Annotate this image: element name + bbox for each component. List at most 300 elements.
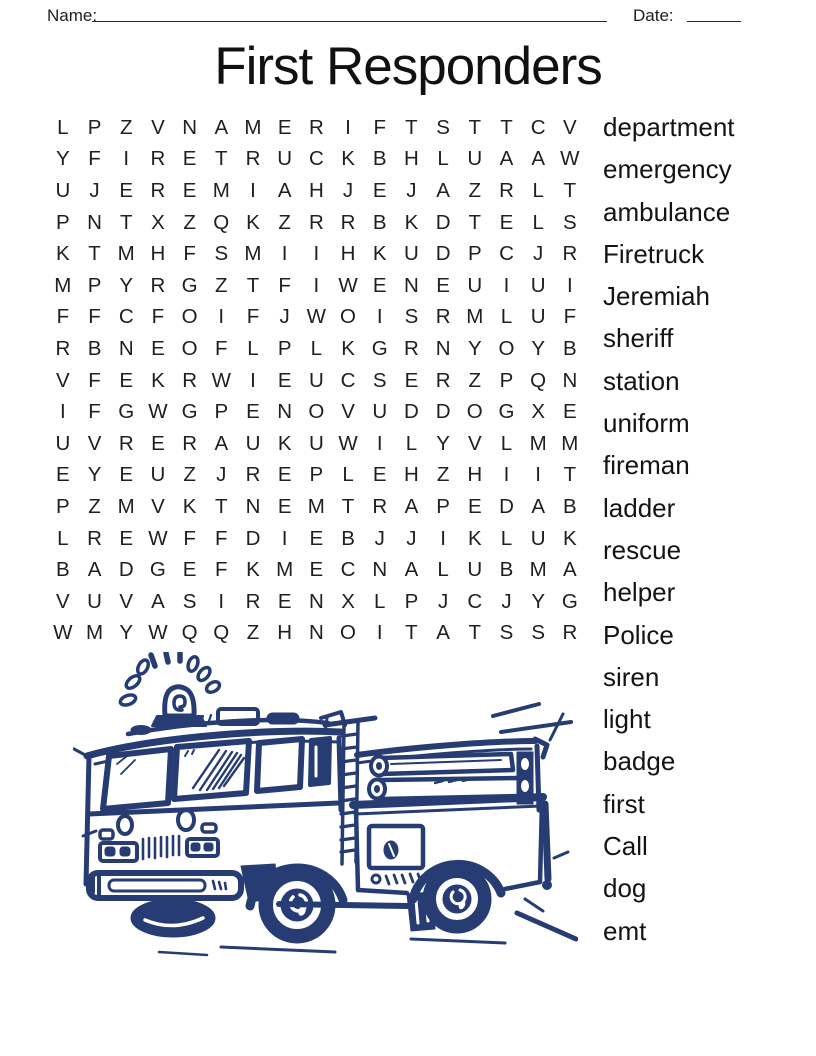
grid-letter-r13c13: P <box>436 494 450 518</box>
grid-letter-r3c2: J <box>89 178 100 202</box>
grid-letter-r5c10: H <box>340 242 356 266</box>
grid-letter-r2c5: E <box>182 147 197 171</box>
grid-letter-r3c9: H <box>308 178 324 202</box>
grid-letter-r17c13: A <box>436 621 450 645</box>
grid-letter-r3c1: U <box>55 178 71 202</box>
grid-letter-r5c15: C <box>499 242 514 266</box>
grid-letter-r9c13: R <box>435 368 451 392</box>
grid-letter-r13c8: E <box>277 494 292 518</box>
grid-letter-r15c2: A <box>87 558 102 582</box>
ground-strokes <box>159 899 576 955</box>
word-list-item: Police <box>603 619 674 650</box>
grid-letter-r11c8: K <box>277 431 292 455</box>
grid-letter-r2c11: B <box>372 147 387 171</box>
grid-letter-r17c16: S <box>531 621 545 645</box>
grid-letter-r12c13: Z <box>436 463 450 487</box>
grid-letter-r7c7: F <box>246 305 260 329</box>
grid-letter-r4c15: E <box>499 210 514 234</box>
word-list-item: ladder <box>603 492 676 523</box>
grid-letter-r8c15: O <box>498 336 515 360</box>
grid-letter-r11c2: V <box>87 431 102 455</box>
grid-letter-r5c4: H <box>150 242 166 266</box>
grid-letter-r8c4: E <box>151 336 165 360</box>
grid-letter-r5c17: R <box>562 242 578 266</box>
grid-letter-r8c1: R <box>55 336 71 360</box>
grid-letter-r2c4: R <box>150 147 166 171</box>
grid-letter-r14c17: K <box>563 526 577 550</box>
grid-letter-r2c9: C <box>308 147 324 171</box>
word-list-item: dog <box>603 873 647 904</box>
grid-letter-r14c15: L <box>500 526 513 550</box>
grid-letter-r12c1: E <box>56 463 70 487</box>
word-list-item: station <box>603 365 680 396</box>
grid-letter-r12c10: L <box>342 463 354 487</box>
grid-letter-r10c8: N <box>277 400 293 424</box>
grid-letter-r15c15: B <box>499 558 514 582</box>
word-list-item: helper <box>603 577 676 608</box>
grid-letter-r12c16: I <box>535 463 541 487</box>
grid-letter-r15c3: D <box>118 558 134 582</box>
date-write-line[interactable] <box>687 21 741 22</box>
grid-letter-r17c5: Q <box>181 621 198 645</box>
grid-letter-r17c15: S <box>499 621 514 645</box>
grid-letter-r17c3: Y <box>119 621 134 645</box>
grid-letter-r5c9: I <box>313 242 320 266</box>
grid-letter-r5c13: D <box>435 242 451 266</box>
grid-letter-r8c12: R <box>404 336 419 360</box>
word-list-item: fireman <box>603 450 690 481</box>
grid-letter-r1c13: S <box>436 115 450 139</box>
grid-letter-r5c3: M <box>117 242 135 266</box>
grid-letter-r6c16: U <box>530 273 546 297</box>
grid-letter-r16c4: A <box>151 589 165 613</box>
grid-letter-r8c5: O <box>181 336 198 360</box>
grid-letter-r1c7: M <box>244 115 262 139</box>
grid-letter-r12c2: Y <box>87 463 102 487</box>
grid-letter-r13c6: T <box>215 494 228 518</box>
grid-letter-r6c17: I <box>566 273 573 297</box>
grid-letter-r6c5: G <box>181 273 198 297</box>
grid-letter-r9c17: N <box>562 368 578 392</box>
grid-letter-r16c6: I <box>218 589 225 613</box>
grid-letter-r5c14: P <box>467 242 482 266</box>
grid-letter-r12c17: T <box>563 463 577 487</box>
grid-letter-r2c15: A <box>499 147 514 171</box>
grid-letter-r12c14: H <box>467 463 483 487</box>
grid-letter-r12c7: R <box>245 463 261 487</box>
grid-letter-r9c4: K <box>151 368 165 392</box>
grid-letter-r17c7: Z <box>246 621 260 645</box>
grid-letter-r7c15: L <box>500 305 513 329</box>
grid-letter-r6c4: R <box>150 273 166 297</box>
grid-letter-r7c16: U <box>530 305 546 329</box>
grid-letter-r13c14: E <box>467 494 482 518</box>
grid-letter-r10c3: G <box>118 400 135 424</box>
grid-letter-r11c1: U <box>55 431 71 455</box>
grid-letter-r1c5: N <box>182 115 197 139</box>
grid-letter-r11c12: L <box>405 431 418 455</box>
grid-letter-r5c11: K <box>372 242 387 266</box>
grid-letter-r14c6: F <box>215 526 228 550</box>
grid-letter-r14c10: B <box>341 526 355 550</box>
grid-letter-r5c16: J <box>533 242 544 266</box>
grid-letter-r4c11: B <box>372 210 387 234</box>
grid-letter-r17c14: T <box>468 621 482 645</box>
grid-letter-r1c15: T <box>500 115 513 139</box>
grid-letter-r13c15: D <box>499 494 514 518</box>
grid-letter-r10c9: O <box>308 400 325 424</box>
grid-letter-r7c10: O <box>340 305 356 329</box>
grid-letter-r11c4: E <box>151 431 165 455</box>
grid-letter-r10c2: F <box>88 400 101 424</box>
grid-letter-r12c3: E <box>119 463 134 487</box>
grid-letter-r3c8: A <box>277 178 292 202</box>
grid-letter-r12c6: J <box>216 463 227 487</box>
grid-letter-r2c2: F <box>88 147 101 171</box>
grid-letter-r4c8: Z <box>278 210 291 234</box>
grid-letter-r3c7: I <box>250 178 256 202</box>
grid-letter-r9c7: I <box>250 368 256 392</box>
grid-letter-r4c3: T <box>119 210 133 234</box>
grid-letter-r2c7: R <box>245 147 261 171</box>
grid-letter-r9c11: S <box>372 368 387 392</box>
grid-letter-r14c12: J <box>406 526 417 550</box>
grid-letter-r11c11: I <box>376 431 383 455</box>
grid-letter-r14c5: F <box>183 526 196 550</box>
grid-letter-r4c9: R <box>308 210 324 234</box>
grid-letter-r6c11: E <box>372 273 387 297</box>
grid-letter-r16c7: R <box>245 589 261 613</box>
grid-letter-r3c16: L <box>532 178 544 202</box>
grid-letter-r15c8: M <box>276 558 294 582</box>
grid-letter-r7c6: I <box>218 305 225 329</box>
grid-letter-r5c2: T <box>88 242 101 266</box>
grid-letter-r12c11: E <box>372 463 387 487</box>
grid-letter-r17c17: R <box>562 621 578 645</box>
grid-letter-r11c6: A <box>214 431 229 455</box>
grid-letter-r16c12: P <box>404 589 419 613</box>
grid-letter-r13c9: M <box>307 494 325 518</box>
grid-letter-r1c10: I <box>345 115 351 139</box>
grid-letter-r7c4: F <box>151 305 165 329</box>
grid-letter-r15c7: K <box>246 558 260 582</box>
grid-letter-r9c5: R <box>182 368 197 392</box>
grid-letter-r15c17: A <box>563 558 577 582</box>
grid-letter-r5c5: F <box>183 242 196 266</box>
grid-letter-r6c13: E <box>436 273 450 297</box>
grid-letter-r6c2: P <box>87 273 102 297</box>
grid-letter-r4c4: X <box>151 210 165 234</box>
grid-letter-r2c16: A <box>531 147 545 171</box>
date-label: Date: <box>633 6 674 25</box>
grid-letter-r8c3: N <box>118 336 134 360</box>
grid-letter-r5c7: M <box>244 242 262 266</box>
grid-letter-r6c12: N <box>404 273 419 297</box>
grid-letter-r8c2: B <box>87 336 102 360</box>
grid-letter-r15c13: L <box>437 558 449 582</box>
grid-letter-r3c4: R <box>150 178 166 202</box>
grid-letter-r8c16: Y <box>531 336 545 360</box>
grid-letter-r13c11: R <box>372 494 388 518</box>
grid-letter-r10c15: G <box>498 400 515 424</box>
grid-letter-r17c4: W <box>148 621 168 645</box>
grid-letter-r17c8: H <box>277 621 293 645</box>
grid-letter-r6c9: I <box>313 273 320 297</box>
grid-letter-r14c13: I <box>440 526 446 550</box>
grid-letter-r16c8: E <box>277 589 292 613</box>
word-list <box>603 106 735 952</box>
grid-letter-r6c14: U <box>467 273 483 297</box>
grid-letter-r8c11: G <box>371 336 388 360</box>
grid-letter-r15c11: N <box>372 558 388 582</box>
grid-letter-r13c12: A <box>404 494 419 518</box>
grid-letter-r16c1: V <box>56 589 70 613</box>
grid-letter-r15c1: B <box>56 558 70 582</box>
grid-letter-r3c10: J <box>342 178 354 202</box>
grid-letter-r9c10: C <box>340 368 356 392</box>
grid-letter-r7c2: F <box>88 305 101 329</box>
grid-letter-r8c17: B <box>563 336 577 360</box>
grid-letter-r2c12: H <box>404 147 419 171</box>
grid-letter-r10c5: G <box>181 400 198 424</box>
grid-letter-r14c16: U <box>530 526 546 550</box>
grid-letter-r11c7: U <box>245 431 261 455</box>
grid-letter-r3c17: T <box>563 178 577 202</box>
grid-letter-r4c2: N <box>87 210 102 234</box>
grid-letter-r15c16: M <box>529 558 547 582</box>
grid-letter-r14c7: D <box>245 526 261 550</box>
grid-letter-r2c14: U <box>467 147 483 171</box>
grid-letter-r15c12: A <box>404 558 419 582</box>
grid-letter-r3c12: J <box>406 178 417 202</box>
grid-letter-r9c14: Z <box>468 368 482 392</box>
grid-letter-r9c8: E <box>277 368 292 392</box>
name-write-line[interactable] <box>92 21 607 22</box>
word-list-item: rescue <box>603 534 682 565</box>
grid-letter-r4c14: T <box>468 210 482 234</box>
grid-letter-r5c12: U <box>404 242 419 266</box>
grid-letter-r6c15: I <box>503 273 510 297</box>
grid-letter-r9c16: Q <box>530 368 547 392</box>
grid-letter-r17c12: T <box>405 621 418 645</box>
grid-letter-r10c17: E <box>563 400 577 424</box>
grid-letter-r4c7: K <box>246 210 260 234</box>
grid-letter-r4c17: S <box>563 210 577 234</box>
ladder-rack <box>353 704 571 814</box>
grid-letter-r7c1: F <box>56 305 70 329</box>
grid-letter-r4c12: K <box>404 210 419 234</box>
grid-letter-r17c6: Q <box>213 621 230 645</box>
grid-letter-r10c4: W <box>148 400 168 424</box>
grid-letter-r11c16: M <box>529 431 547 455</box>
grid-letter-r4c13: D <box>435 210 451 234</box>
grid-letter-r6c6: Z <box>215 273 228 297</box>
grid-letter-r14c2: R <box>87 526 102 550</box>
grid-letter-r10c1: I <box>59 400 66 424</box>
grid-letter-r16c17: G <box>561 589 578 613</box>
grid-letter-r2c17: W <box>560 147 580 171</box>
grid-letter-r4c5: Z <box>183 210 196 234</box>
grid-letter-r12c12: H <box>404 463 419 487</box>
grid-letter-r1c9: R <box>308 115 324 139</box>
grid-letter-r3c6: M <box>212 178 230 202</box>
grid-letter-r15c4: G <box>149 558 166 582</box>
grid-letter-r11c14: V <box>467 431 482 455</box>
grid-letter-r16c5: S <box>182 589 197 613</box>
grid-letter-r14c4: W <box>148 526 168 550</box>
grid-letter-r6c10: W <box>338 273 358 297</box>
grid-letter-r13c4: V <box>151 494 165 518</box>
grid-letter-r6c7: T <box>246 273 260 297</box>
grid-letter-r9c12: E <box>404 368 419 392</box>
beacon-light-icon <box>119 653 221 726</box>
word-list-item: sheriff <box>603 323 674 354</box>
word-list-item: siren <box>603 661 660 692</box>
grid-letter-r13c17: B <box>563 494 577 518</box>
grid-letter-r8c9: L <box>310 336 323 360</box>
grid-letter-r8c13: N <box>435 336 451 360</box>
grid-letter-r1c17: V <box>563 115 577 139</box>
grid-letter-r12c9: P <box>309 463 324 487</box>
grid-letter-r15c9: E <box>309 558 324 582</box>
grid-letter-r15c14: U <box>467 558 483 582</box>
grid-letter-r4c1: P <box>56 210 70 234</box>
grid-letter-r10c16: X <box>531 400 545 424</box>
grid-letter-r4c16: L <box>532 210 544 234</box>
grid-letter-r8c14: Y <box>467 336 482 360</box>
grid-letter-r8c7: L <box>247 336 259 360</box>
grid-letter-r10c7: E <box>246 400 260 424</box>
grid-letter-r14c9: E <box>309 526 324 550</box>
grid-letter-r9c6: W <box>211 368 231 392</box>
grid-letter-r11c3: R <box>118 431 134 455</box>
grid-letter-r16c16: Y <box>531 589 545 613</box>
grid-letter-r16c10: X <box>341 589 355 613</box>
fire-truck-illustration <box>73 652 578 957</box>
page-title: First Responders <box>214 37 602 96</box>
grid-letter-r13c1: P <box>56 494 70 518</box>
word-list-item: Jeremiah <box>603 281 710 312</box>
grid-letter-r17c10: O <box>340 621 356 645</box>
grid-letter-r11c9: U <box>308 431 324 455</box>
grid-letter-r1c2: P <box>87 115 102 139</box>
grid-letter-r1c4: V <box>151 115 165 139</box>
grid-letter-r7c11: I <box>376 305 383 329</box>
grid-letter-r3c11: E <box>372 178 387 202</box>
grid-letter-r14c14: K <box>467 526 482 550</box>
grid-letter-r10c11: U <box>372 400 388 424</box>
grid-letter-r2c13: L <box>437 147 449 171</box>
grid-letter-r3c3: E <box>119 178 134 202</box>
grid-letter-r16c15: J <box>501 589 512 613</box>
grid-letter-r1c1: L <box>57 115 69 139</box>
grid-letter-r15c5: E <box>182 558 197 582</box>
grid-letter-r2c10: K <box>341 147 355 171</box>
grid-letter-r1c14: T <box>468 115 482 139</box>
grid-letter-r8c10: K <box>341 336 355 360</box>
grid-letter-r13c7: N <box>245 494 261 518</box>
grid-letter-r9c15: P <box>499 368 514 392</box>
grid-letter-r14c8: I <box>281 526 288 550</box>
grid-letter-r11c13: Y <box>436 431 450 455</box>
grid-letter-r6c3: Y <box>119 273 134 297</box>
grid-letter-r16c3: V <box>119 589 134 613</box>
grid-letter-r1c3: Z <box>119 115 133 139</box>
grid-letter-r2c8: U <box>277 147 293 171</box>
grid-letter-r10c6: P <box>214 400 229 424</box>
word-list-item: Firetruck <box>603 238 705 269</box>
grid-letter-r7c12: S <box>404 305 419 329</box>
grid-letter-r1c12: T <box>405 115 418 139</box>
grid-letter-r13c10: T <box>341 494 355 518</box>
grid-letter-r17c11: I <box>376 621 383 645</box>
grid-letter-r4c10: R <box>340 210 356 234</box>
grid-letter-r9c3: E <box>119 368 134 392</box>
grid-letter-r4c6: Q <box>213 210 230 234</box>
grid-letter-r2c6: T <box>215 147 228 171</box>
word-list-item: ambulance <box>603 196 731 227</box>
grid-letter-r10c10: V <box>341 400 355 424</box>
name-label: Name: <box>47 6 98 25</box>
grid-letter-r7c14: M <box>466 305 484 329</box>
grid-letter-r17c2: M <box>85 621 104 645</box>
word-list-item: Call <box>603 831 648 862</box>
grid-letter-r15c10: C <box>340 558 356 582</box>
grid-letter-r9c2: F <box>88 368 101 392</box>
grid-letter-r13c16: A <box>531 494 545 518</box>
grid-letter-r14c3: E <box>119 526 134 550</box>
grid-letter-r7c13: R <box>435 305 451 329</box>
grid-letter-r3c5: E <box>182 178 197 202</box>
grid-letter-r13c2: Z <box>88 494 101 518</box>
grid-letter-r10c12: D <box>404 400 419 424</box>
grid-letter-r13c3: M <box>117 494 135 518</box>
word-list-item: first <box>603 788 645 819</box>
grid-letter-r15c6: F <box>215 558 228 582</box>
grid-letter-r14c11: J <box>374 526 385 550</box>
grid-letter-r8c8: P <box>277 336 292 360</box>
grid-letter-r5c8: I <box>281 242 288 266</box>
grid-letter-r1c8: E <box>277 115 292 139</box>
grid-letter-r5c1: K <box>56 242 70 266</box>
grid-letter-r16c2: U <box>87 589 102 613</box>
grid-letter-r10c14: O <box>466 400 483 424</box>
word-list-item: emergency <box>603 154 732 185</box>
grid-letter-r7c9: W <box>306 305 327 329</box>
grid-letter-r12c15: I <box>503 463 510 487</box>
grid-letter-r1c16: C <box>530 115 546 139</box>
grid-letter-r11c15: L <box>500 431 513 455</box>
grid-letter-r11c17: M <box>561 431 579 455</box>
grid-letter-r7c8: J <box>279 305 290 329</box>
grid-letter-r8c6: F <box>215 336 228 360</box>
grid-letter-r2c3: I <box>123 147 130 171</box>
grid-letter-r7c17: F <box>563 305 577 329</box>
grid-letter-r17c1: W <box>53 621 73 645</box>
grid-letter-r17c9: N <box>308 621 324 645</box>
grid-letter-r3c15: R <box>499 178 514 202</box>
grid-letter-r13c5: K <box>182 494 197 518</box>
grid-letter-r3c13: A <box>436 178 450 202</box>
grid-letter-r7c3: C <box>118 305 134 329</box>
grid-letter-r12c8: E <box>277 463 292 487</box>
grid-letter-r16c9: N <box>308 589 324 613</box>
grid-letter-r1c11: F <box>373 115 386 139</box>
grid-letter-r3c14: Z <box>468 178 482 202</box>
word-list-item: uniform <box>603 408 690 439</box>
grid-letter-r6c8: F <box>278 273 291 297</box>
word-search-grid <box>47 112 586 649</box>
